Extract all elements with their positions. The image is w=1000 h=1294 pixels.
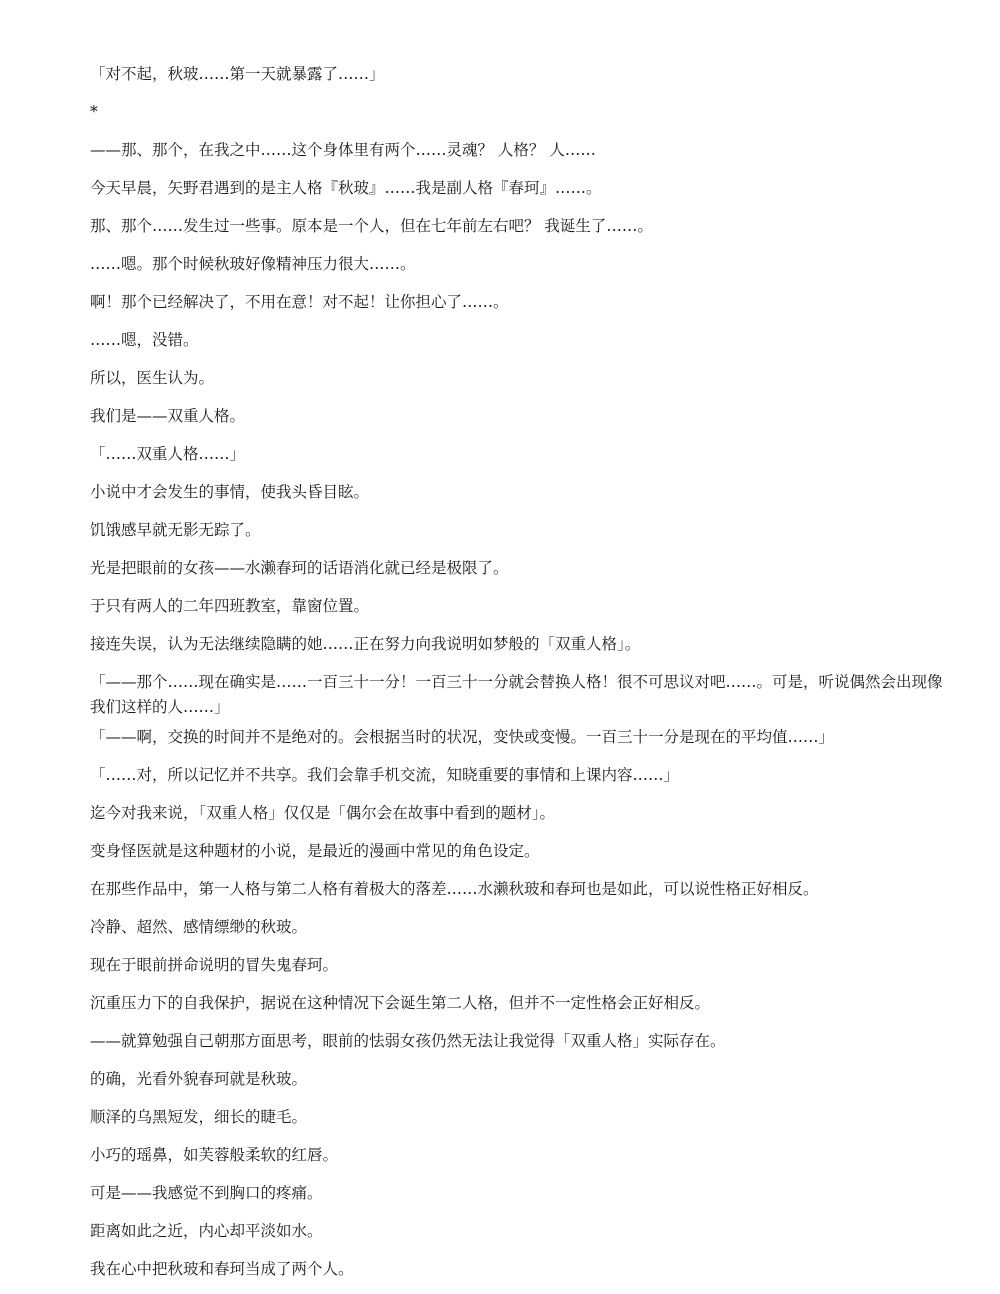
paragraph: 的确，光看外貌春珂就是秋玻。 (90, 1070, 308, 1088)
paragraph: 我在心中把秋玻和春珂当成了两个人。 (90, 1260, 354, 1278)
paragraph: 我们是——双重人格。 (90, 407, 246, 425)
paragraph: ——就算勉强自己朝那方面思考，眼前的怯弱女孩仍然无法让我觉得「双重人格」实际存在。 (90, 1032, 726, 1050)
paragraph: 所以，医生认为。 (90, 369, 215, 387)
paragraph: 距离如此之近，内心却平淡如水。 (90, 1222, 323, 1240)
paragraph: 光是把眼前的女孩——水濑春珂的话语消化就已经是极限了。 (90, 559, 509, 577)
scene-break-asterisk: * (90, 103, 98, 121)
paragraph: 于只有两人的二年四班教室，靠窗位置。 (90, 597, 370, 615)
paragraph: 沉重压力下的自我保护，据说在这种情况下会诞生第二人格，但并不一定性格会正好相反。 (90, 994, 711, 1012)
paragraph: 接连失误，认为无法继续隐瞒的她……正在努力向我说明如梦般的「双重人格」。 (90, 635, 641, 653)
paragraph: 今天早晨，矢野君遇到的是主人格『秋玻』……我是副人格『春珂』……。 (90, 179, 602, 197)
paragraph: 小巧的瑶鼻，如芙蓉般柔软的红唇。 (90, 1146, 339, 1164)
paragraph: 饥饿感早就无影无踪了。 (90, 521, 261, 539)
paragraph: ……嗯。那个时候秋玻好像精神压力很大……。 (90, 255, 416, 273)
paragraph: ……嗯，没错。 (90, 331, 199, 349)
paragraph: 现在于眼前拼命说明的冒失鬼春珂。 (90, 956, 339, 974)
paragraph: 迄今对我来说，「双重人格」仅仅是「偶尔会在故事中看到的题材」。 (90, 804, 556, 822)
paragraph: 那、那个……发生过一些事。原本是一个人，但在七年前左右吧？ 我诞生了……。 (90, 217, 653, 235)
paragraph: ——那、那个，在我之中……这个身体里有两个……灵魂？ 人格？ 人…… (90, 141, 596, 159)
paragraph: 啊！那个已经解决了，不用在意！对不起！让你担心了……。 (90, 293, 509, 311)
paragraph: 变身怪医就是这种题材的小说，是最近的漫画中常见的角色设定。 (90, 842, 540, 860)
paragraph: 「对不起，秋玻……第一天就暴露了……」 (90, 65, 385, 83)
paragraph: 「……对，所以记忆并不共享。我们会靠手机交流，知晓重要的事情和上课内容……」 (90, 766, 680, 784)
paragraph: 「——啊，交换的时间并不是绝对的。会根据当时的状况，变快或变慢。一百三十一分是现在的平均值……」 (90, 728, 835, 746)
paragraph: 冷静、超然、感情缥缈的秋玻。 (90, 918, 308, 936)
paragraph: 「……双重人格……」 (90, 445, 246, 463)
paragraph: 「——那个……现在确实是……一百三十一分！一百三十一分就会替换人格！很不可思议对吧……。可是，听说偶然会出现像我们这样的人……」 (90, 673, 943, 716)
paragraph: 可是——我感觉不到胸口的疼痛。 (90, 1184, 323, 1202)
paragraph: 顺泽的乌黑短发，细长的睫毛。 (90, 1108, 308, 1126)
paragraph: 小说中才会发生的事情，使我头昏目眩。 (90, 483, 370, 501)
paragraph: 在那些作品中，第一人格与第二人格有着极大的落差……水濑秋玻和春珂也是如此，可以说性格正好相反。 (90, 880, 819, 898)
